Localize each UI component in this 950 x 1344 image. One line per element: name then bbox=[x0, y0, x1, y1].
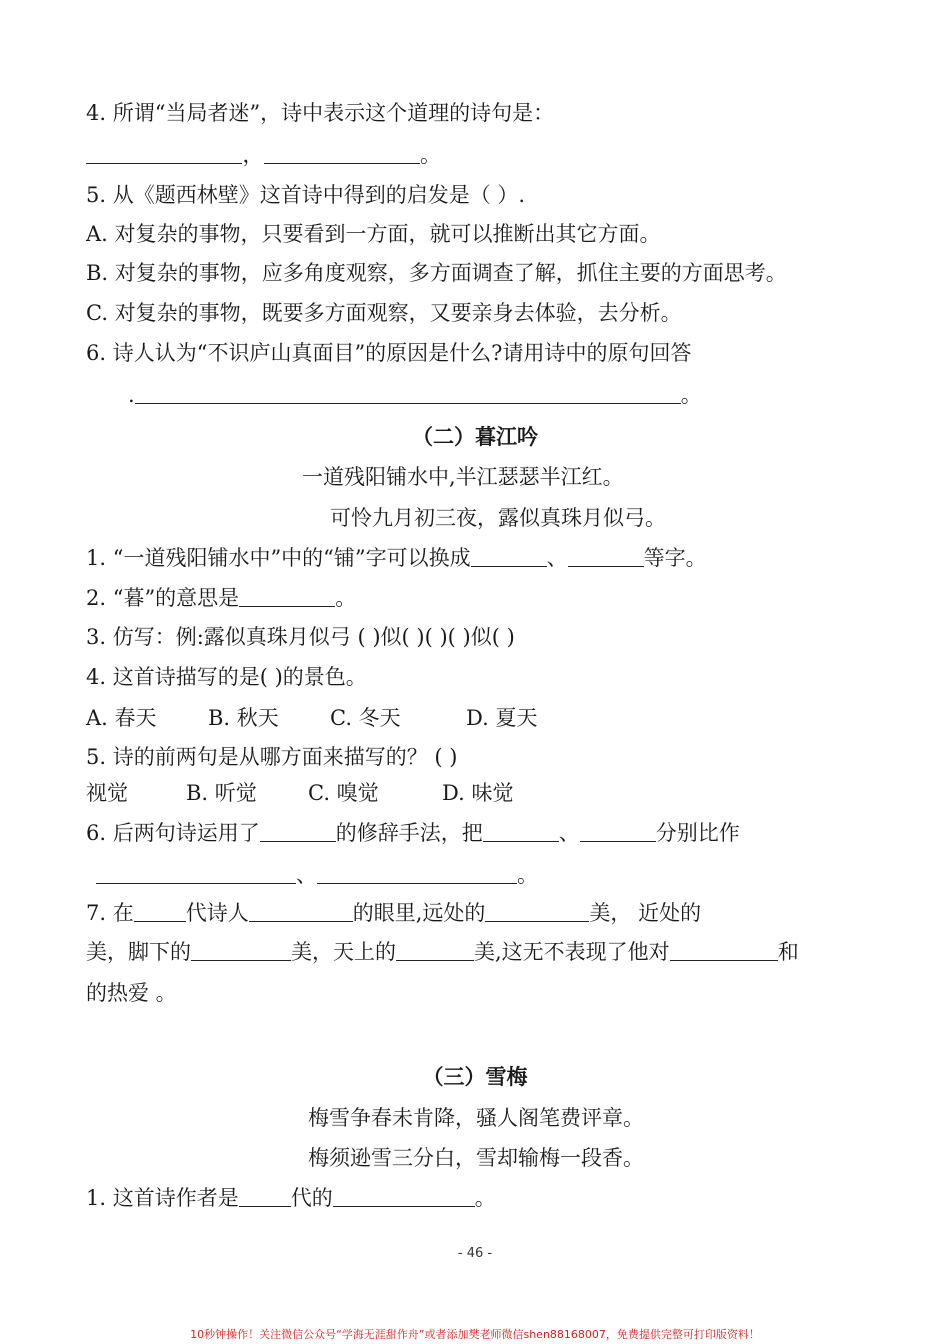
section-title-3: （三）雪梅 bbox=[422, 1064, 528, 1089]
blank[interactable] bbox=[485, 899, 589, 922]
blank[interactable] bbox=[317, 861, 517, 884]
question-7-line-3: 的热爱 。 bbox=[86, 981, 177, 1005]
blank[interactable] bbox=[471, 544, 547, 567]
blank[interactable] bbox=[568, 544, 644, 567]
question-7: 7. 在 代诗人 的眼里,远处的 美， 近处的 bbox=[86, 901, 702, 925]
blank[interactable] bbox=[96, 861, 296, 884]
blank[interactable] bbox=[396, 938, 474, 961]
question-2: 2. “暮”的意思是 。 bbox=[86, 586, 357, 610]
question-4-options bbox=[86, 703, 537, 733]
section-title-2: （二）暮江吟 bbox=[412, 424, 538, 449]
poem-line-1: 梅雪争春未肯降，骚人阁笔费评章。 bbox=[308, 1106, 644, 1130]
question-4: 4. 所谓“当局者迷”，诗中表示这个道理的诗句是： bbox=[86, 101, 555, 125]
blank[interactable] bbox=[580, 819, 656, 842]
page-number: - 46 - bbox=[457, 1246, 493, 1261]
option: B. 秋天 bbox=[208, 706, 279, 730]
option: A. 春天 bbox=[86, 706, 157, 730]
blank[interactable] bbox=[239, 584, 335, 607]
option: B. 听觉 bbox=[186, 781, 257, 805]
poem-line-1: 一道残阳铺水中,半江瑟瑟半江红。 bbox=[302, 465, 624, 489]
question-5: 5. 从《题西林壁》这首诗中得到的启发是（ ）. bbox=[86, 183, 526, 207]
blank[interactable] bbox=[134, 899, 186, 922]
blank[interactable] bbox=[264, 141, 420, 164]
blank[interactable] bbox=[135, 381, 681, 404]
question-1: 1. “一道残阳铺水中”中的“铺”字可以换成 、 等字。 bbox=[86, 546, 707, 570]
blank[interactable] bbox=[483, 819, 559, 842]
option: C. 冬天 bbox=[330, 706, 401, 730]
poem-line-2: 可怜九月初三夜，露似真珠月似弓。 bbox=[330, 506, 666, 530]
answer-line-4: ， 。 bbox=[86, 140, 441, 170]
answer-line-6: . 。 bbox=[128, 383, 702, 407]
blank[interactable] bbox=[239, 1184, 291, 1207]
blank[interactable] bbox=[333, 1184, 475, 1207]
poem-line-2: 梅须逊雪三分白，雪却输梅一段香。 bbox=[308, 1146, 644, 1170]
option-c: C. 对复杂的事物，既要多方面观察，又要亲身去体验，去分析。 bbox=[86, 301, 682, 325]
option-a: A. 对复杂的事物，只要看到一方面，就可以推断出其它方面。 bbox=[86, 222, 661, 246]
question-1: 1. 这首诗作者是 代的 。 bbox=[86, 1186, 496, 1210]
option: C. 嗅觉 bbox=[308, 781, 379, 805]
question-6: 6. 诗人认为“不识庐山真面目”的原因是什么?请用诗中的原句回答 bbox=[86, 341, 692, 365]
question-6-answer: 、 。 bbox=[96, 860, 538, 890]
blank[interactable] bbox=[670, 938, 778, 961]
blank[interactable] bbox=[86, 141, 242, 164]
question-5: 5. 诗的前两句是从哪方面来描写的？ ( ) bbox=[86, 745, 458, 769]
question-7-line-2: 美，脚下的 美，天上的 美,这无不表现了他对 和 bbox=[86, 940, 799, 964]
option-b: B. 对复杂的事物，应多角度观察，多方面调查了解，抓住主要的方面思考。 bbox=[86, 261, 787, 285]
question-3: 3. 仿写：例:露似真珠月似弓 ( )似( )( )( )似( ) bbox=[86, 625, 515, 649]
blank[interactable] bbox=[249, 899, 353, 922]
option: D. 夏天 bbox=[466, 706, 538, 730]
question-4: 4. 这首诗描写的是( )的景色。 bbox=[86, 665, 367, 689]
blank[interactable] bbox=[191, 938, 291, 961]
option: D. 味觉 bbox=[442, 781, 514, 805]
footer-note: 10秒钟操作！关注微信公众号“学海无涯甜作舟”或者添加樊老师微信shen88168007，免费提供完整可打印版资料！ bbox=[190, 1328, 760, 1341]
question-5-options bbox=[86, 778, 513, 808]
option: 视觉 bbox=[86, 781, 128, 805]
blank[interactable] bbox=[260, 819, 336, 842]
question-6: 6. 后两句诗运用了 的修辞手法，把 、 分别比作 bbox=[86, 821, 740, 845]
